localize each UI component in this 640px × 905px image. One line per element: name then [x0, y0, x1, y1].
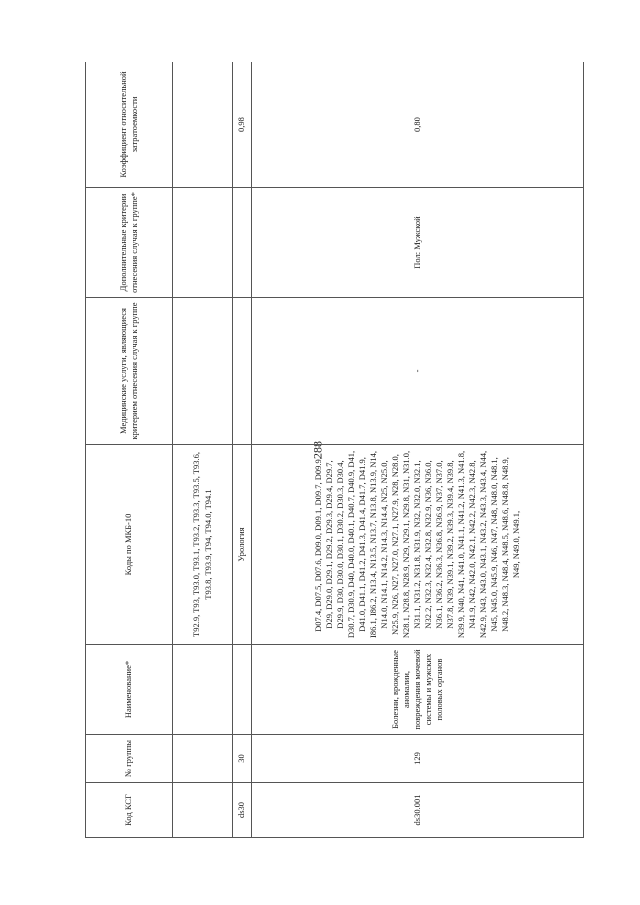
cell-kod: ds30 [233, 783, 252, 838]
rotated-page [85, 62, 589, 838]
cell-coef: 0,80 [252, 62, 584, 188]
header-coef: Коэффициент относительной затратоемкости [86, 62, 173, 188]
cell-name [233, 645, 252, 735]
cell-criteria [233, 188, 252, 298]
header-kod: Код КСГ [86, 783, 173, 838]
header-criteria: Дополнительные критерии отнесения случая к группе* [86, 188, 173, 298]
codes-text: T92.9, T93, T93.0, T93.1, T93.2, T93.3, T93.5, T93.6, T93.8, T93.9, T94, T94.0, T94.1 [191, 452, 213, 637]
cell-name [173, 645, 233, 735]
cell-codes [252, 445, 584, 645]
page-number-text: 288 [310, 441, 325, 459]
cell-criteria: Пол: Мужской [252, 188, 584, 298]
cell-coef: 0,98 [233, 62, 252, 188]
header-codes: Коды по МКБ-10 [86, 445, 173, 645]
cell-codes [173, 445, 233, 645]
ksg-table [85, 62, 584, 838]
cell-services: - [252, 298, 584, 445]
cell-services [173, 298, 233, 445]
cell-coef [173, 62, 233, 188]
cell-section: Урология [233, 445, 252, 645]
codes-text: D07.4, D07.5, D07.6, D09.0, D09.1, D09.7, D09.9, D29, D29.0, D29.1, D29.2, D29.3, D29.4, D29.7, D29.9, D30, D30.0, D30.1, D30.2, D30.3, D30.4, D30.7, D30.9, D40, D40.0, D40.1, D40.7, D40.9, D41, D41.0, D41.1, D41.2, D41.3, D41.4, D41.7, D41.9, I86.1, I86.2, N13.4, N13.5, N13.7, N13.8, N13.9, N14, N14.0, N14.1, N14.2, N14.3, N14.4, N25, N25.0, N25.9, N26, N27, N27.0, N27.1, N27.9, N28, N28.0, N28.1, N28.8, N28.9, N29, N29.1, N29.8, N31, N31.0, N31.1, N31.2, N31.8, N31.9, N32, N32.0, N32.1, N32.2, N32.3, N32.4, N32.8, N32.9, N36, N36.0, N36.1, N36.2, N36.3, N36.8, N36.9, N37, N37.0, N37.8, N39, N39.1, N39.2, N39.3, N39.4, N39.8, N39.9, N40, N41, N41.0, N41.1, N41.2, N41.3, N41.8, N41.9, N42, N42.0, N42.1, N42.2, N42.3, N42.8, N42.9, N43, N43.0, N43.1, N43.2, N43.3, N43.4, N44, N45, N45.0, N45.9, N46, N47, N48, N48.0, N48.1, N48.2, N48.3, N48.4, N48.5, N48.6, N48.8, N48.9, N49, N49.0, N49.1, [312, 450, 522, 639]
cell-name: Болезни, врожденные аномалии, повреждения мочевой системы и мужских половых органов [252, 645, 584, 735]
header-row [86, 62, 173, 838]
cell-num [173, 735, 233, 783]
table-row [173, 62, 233, 838]
table-row [252, 62, 584, 838]
cell-services [233, 298, 252, 445]
table-sheet [85, 62, 589, 838]
table-row-section [233, 62, 252, 838]
cell-criteria [173, 188, 233, 298]
cell-num: 30 [233, 735, 252, 783]
header-services: Медицинские услуги, являющиеся критерием отнесения случая к группе [86, 298, 173, 445]
header-num: № группы [86, 735, 173, 783]
cell-kod [173, 783, 233, 838]
cell-num: 129 [252, 735, 584, 783]
header-name: Наименование* [86, 645, 173, 735]
cell-kod: ds30.001 [252, 783, 584, 838]
